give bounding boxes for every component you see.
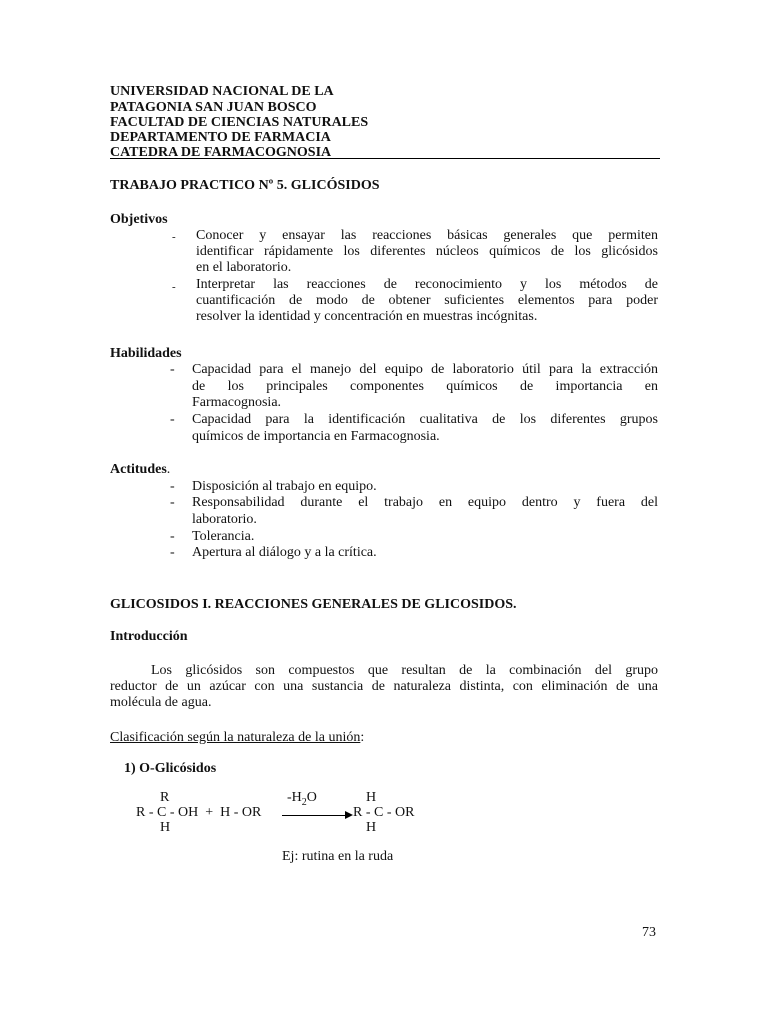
reaction-arrow-line [282, 815, 348, 816]
habilidades-item1-line1: Capacidad para el manejo del equipo de laboratorio útil para la extracción [192, 362, 658, 377]
habilidades-item1-line2: de los principales componentes químicos de importancia en [192, 379, 658, 394]
header-divider [110, 158, 660, 159]
product-equation: R - C - OR [353, 805, 415, 820]
objetivos-bullet-2: - [172, 281, 176, 293]
actitudes-item2-line1: Responsabilidad durante el trabajo en equipo dentro y fuera del [192, 495, 658, 510]
water-suffix: O [306, 790, 317, 805]
page-number: 73 [642, 925, 656, 940]
document-title: TRABAJO PRACTICO Nº 5. GLICÓSIDOS [110, 178, 380, 193]
habilidades-bullet-2: - [170, 412, 175, 427]
objetivos-bullet-1: - [172, 231, 176, 243]
clasificacion-wrapper [110, 730, 364, 746]
product-h-top: H [366, 790, 377, 805]
intro-paragraph-line2: reductor de un azúcar con una sustancia de naturaleza distinta, con eliminación de una [110, 679, 658, 694]
clasificacion-colon: : [360, 730, 365, 745]
actitudes-item2-line2: laboratorio. [192, 512, 257, 527]
habilidades-bullet-1: - [170, 362, 175, 377]
objetivos-item1-line1: Conocer y ensayar las reacciones básicas generales que permiten [196, 228, 658, 243]
habilidades-item2-line2: químicos de importancia en Farmacognosia. [192, 429, 440, 444]
university-name-line2: PATAGONIA SAN JUAN BOSCO [110, 100, 317, 115]
actitudes-heading-wrapper [110, 462, 170, 478]
reagent-r-top: R [160, 790, 170, 805]
actitudes-bullet-4: - [170, 545, 175, 560]
objetivos-item2-line1: Interpretar las reacciones de reconocimiento y los métodos de [196, 277, 658, 292]
habilidades-item1-line3: Farmacognosia. [192, 395, 282, 410]
water-prefix: -H [287, 790, 302, 805]
example-text: Ej: rutina en la ruda [282, 849, 394, 864]
objetivos-heading: Objetivos [110, 212, 168, 227]
water-subscript: 2 [301, 796, 307, 808]
department-name: DEPARTAMENTO DE FARMACIA [110, 130, 331, 145]
actitudes-bullet-2: - [170, 495, 175, 510]
objetivos-item1-line3: en el laboratorio. [196, 260, 292, 275]
objetivos-item1-line2: identificar rápidamente los diferentes núcleos químicos de los glicósidos [196, 244, 658, 259]
reagent-h-bottom: H [160, 820, 171, 835]
reaction-arrow-head [345, 811, 353, 819]
section-title: GLICOSIDOS I. REACCIONES GENERALES DE GLICOSIDOS. [110, 597, 517, 612]
actitudes-item1: Disposición al trabajo en equipo. [192, 479, 377, 494]
faculty-name: FACULTAD DE CIENCIAS NATURALES [110, 115, 369, 130]
clasificacion-label: Clasificación según la naturaleza de la unión [110, 730, 361, 745]
intro-paragraph-line1: Los glicósidos son compuestos que resultan de la combinación del grupo [151, 663, 658, 678]
actitudes-item3: Tolerancia. [192, 529, 255, 544]
actitudes-item4: Apertura al diálogo y a la crítica. [192, 545, 377, 560]
product-h-bottom: H [366, 820, 377, 835]
actitudes-bullet-1: - [170, 479, 175, 494]
o-glicosidos-heading: 1) O-Glicósidos [124, 761, 217, 776]
objetivos-item2-line2: cuantificación de modo de obtener suficientes elementos para poder [196, 293, 658, 308]
habilidades-item2-line1: Capacidad para la identificación cualitativa de los diferentes grupos [192, 412, 658, 427]
actitudes-heading-period: . [166, 462, 171, 477]
objetivos-item2-line3: resolver la identidad y concentración en muestras incógnitas. [196, 309, 538, 324]
intro-paragraph-line3: molécula de agua. [110, 695, 212, 710]
actitudes-heading: Actitudes [110, 462, 167, 477]
actitudes-bullet-3: - [170, 529, 175, 544]
water-elimination-label [287, 790, 317, 806]
habilidades-heading: Habilidades [110, 346, 182, 361]
reagents-equation: R - C - OH + H - OR [136, 805, 262, 820]
chair-name: CATEDRA DE FARMACOGNOSIA [110, 145, 332, 160]
university-name-line1: UNIVERSIDAD NACIONAL DE LA [110, 84, 334, 99]
introduccion-heading: Introducción [110, 629, 188, 644]
